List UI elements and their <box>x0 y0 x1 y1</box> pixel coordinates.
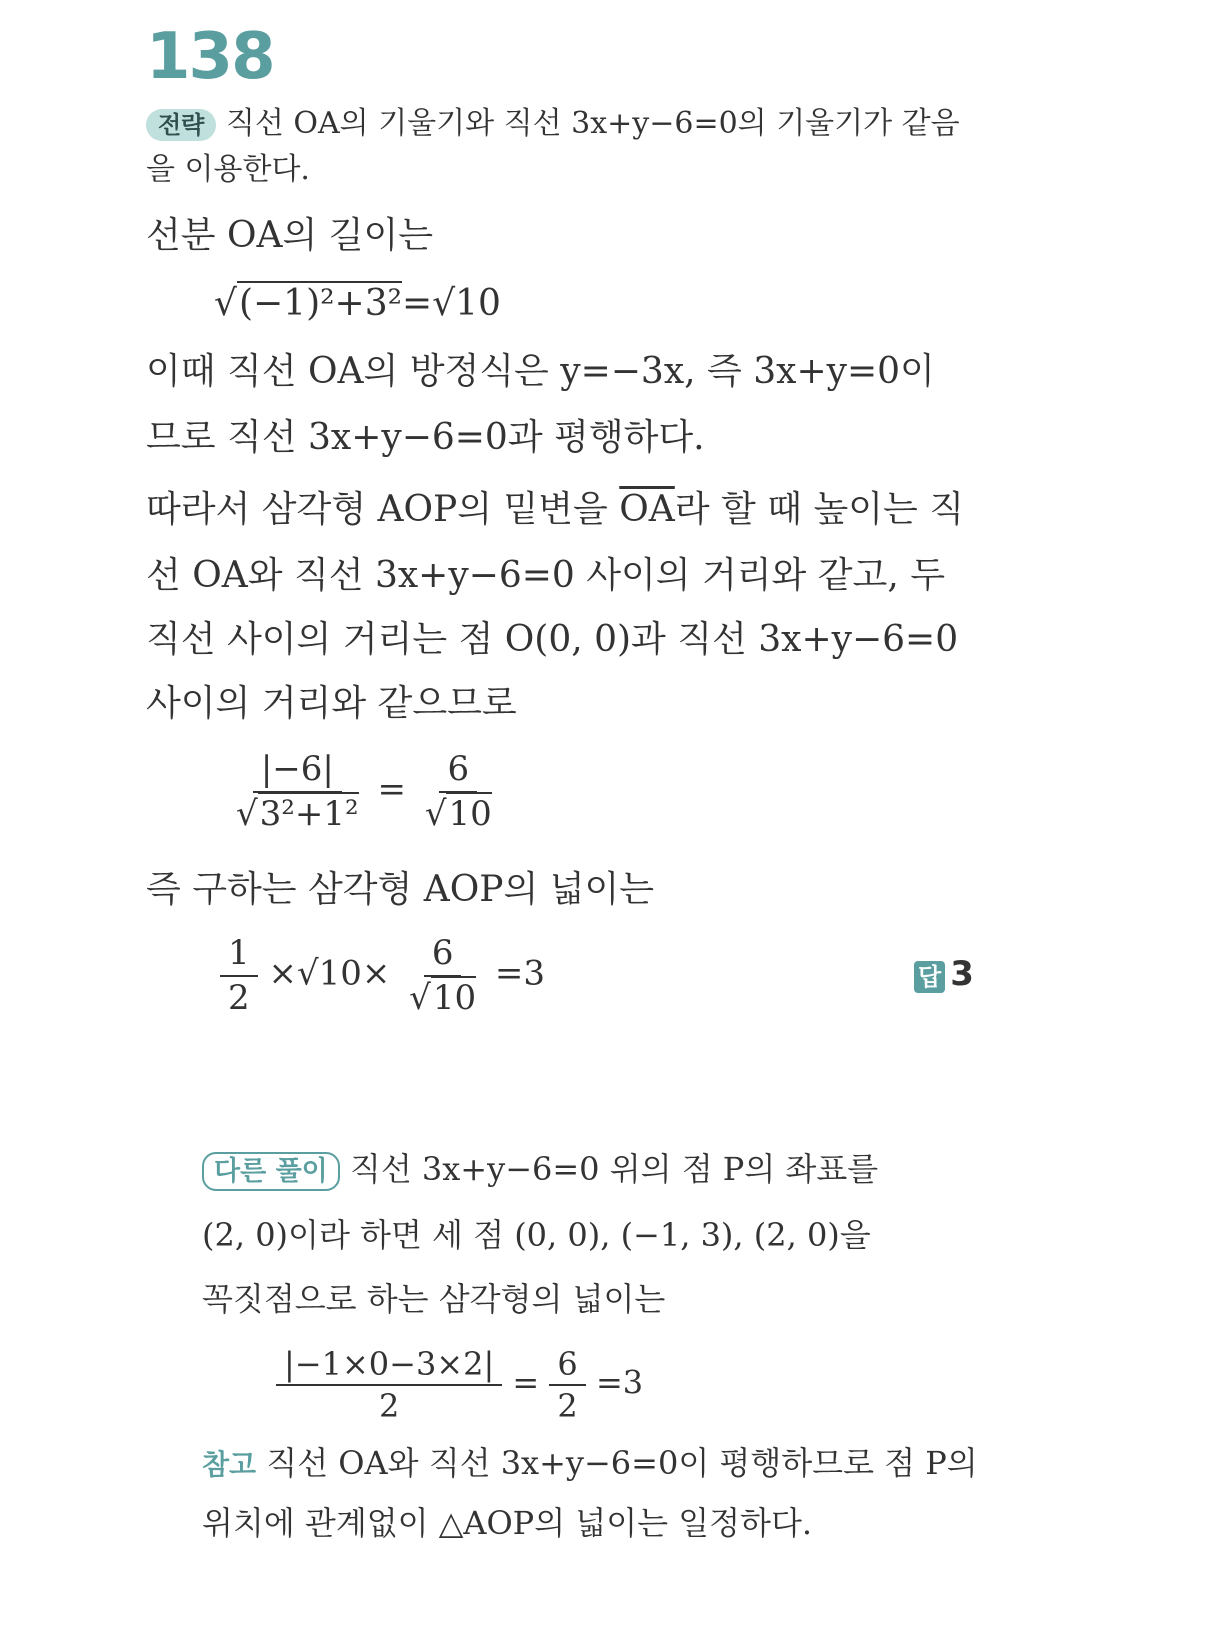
alternative-badge: 다른 풀이 <box>202 1152 340 1191</box>
equation-1: √(−1)²+3²=√10 <box>214 283 501 324</box>
strategy-line-1: 직선 OA의 기울기와 직선 3x+y−6=0의 기울기가 같음 <box>225 106 960 141</box>
eq2-fraction-left <box>228 748 367 835</box>
l4-pre: 따라서 삼각형 AOP의 밑변을 <box>146 489 620 530</box>
solution-line-6: 직선 사이의 거리는 점 O(0, 0)과 직선 3x+y−6=0 <box>146 619 959 660</box>
eq3-middle: ×√10× <box>268 953 391 994</box>
solution-line-4 <box>146 476 964 544</box>
answer-badge: 답 <box>914 961 945 993</box>
eq2-denominator: √3²+1² <box>236 793 359 834</box>
solution-line-7: 사이의 거리와 같으므로 <box>146 683 517 724</box>
eq2-right-numerator: 6 <box>439 748 477 793</box>
reference-line-1: 참고 직선 OA와 직선 3x+y−6=0이 평행하므로 점 P의 <box>202 1444 978 1482</box>
alt-fraction-2: $\frac{6}{2}$ <box>549 1344 585 1426</box>
segment-oa: $\overline{OA}$ <box>619 489 675 530</box>
solution-line-2: 이때 직선 OA의 방정식은 y=−3x, 즉 3x+y=0이 <box>146 351 935 392</box>
alt-fraction-1: $\frac{|-1\times 0-3\times 2|}{2}$ <box>276 1344 502 1426</box>
eq3-result: =3 <box>494 953 546 994</box>
alternative-line-2: (2, 0)이라 하면 세 점 (0, 0), (−1, 3), (2, 0)을 <box>202 1216 871 1254</box>
problem-number: 138 <box>146 20 274 94</box>
eq2-numerator: |−6| <box>253 748 342 793</box>
eq3-fraction-2: $\frac{6}{√10}$ <box>409 933 477 1018</box>
reference-label: 참고 <box>202 1448 257 1481</box>
equation-3 <box>220 932 545 1019</box>
eq3-fraction-1: $\frac{1}{2}$ <box>220 932 258 1019</box>
eq2-fraction-right <box>417 748 500 835</box>
solution-line-1: 선분 OA의 길이는 <box>146 215 434 256</box>
answer <box>914 954 974 994</box>
solution-line-3: 므로 직선 3x+y−6=0과 평행하다. <box>146 417 705 458</box>
strategy-badge: 전략 <box>146 109 216 141</box>
equation-2 <box>228 748 500 835</box>
solution-line-5: 선 OA와 직선 3x+y−6=0 사이의 거리와 같고, 두 <box>146 555 945 596</box>
strategy-line-2: 을 이용한다. <box>146 152 310 187</box>
l4-post: 라 할 때 높이는 직 <box>674 489 965 530</box>
eq2-right-denominator: √10 <box>424 793 492 834</box>
alternative-line-3: 꼭짓점으로 하는 삼각형의 넓이는 <box>202 1280 666 1318</box>
eq1-radicand: (−1)²+3² <box>238 283 403 324</box>
eq2-equals: = <box>377 769 406 810</box>
alternative-equation: $\frac{|-1\times 0-3\times 2|}{2}$ = $\frac{6}{2}$ =3 <box>276 1344 643 1426</box>
solution-line-8: 즉 구하는 삼각형 AOP의 넓이는 <box>146 869 655 910</box>
strategy-block <box>146 100 960 149</box>
eq1-result: =√10 <box>402 283 501 324</box>
reference-line-2: 위치에 관계없이 △AOP의 넓이는 일정하다. <box>202 1504 813 1542</box>
answer-value: 3 <box>950 954 974 994</box>
alternative-line-1: 다른 풀이 직선 3x+y−6=0 위의 점 P의 좌표를 <box>202 1140 878 1201</box>
